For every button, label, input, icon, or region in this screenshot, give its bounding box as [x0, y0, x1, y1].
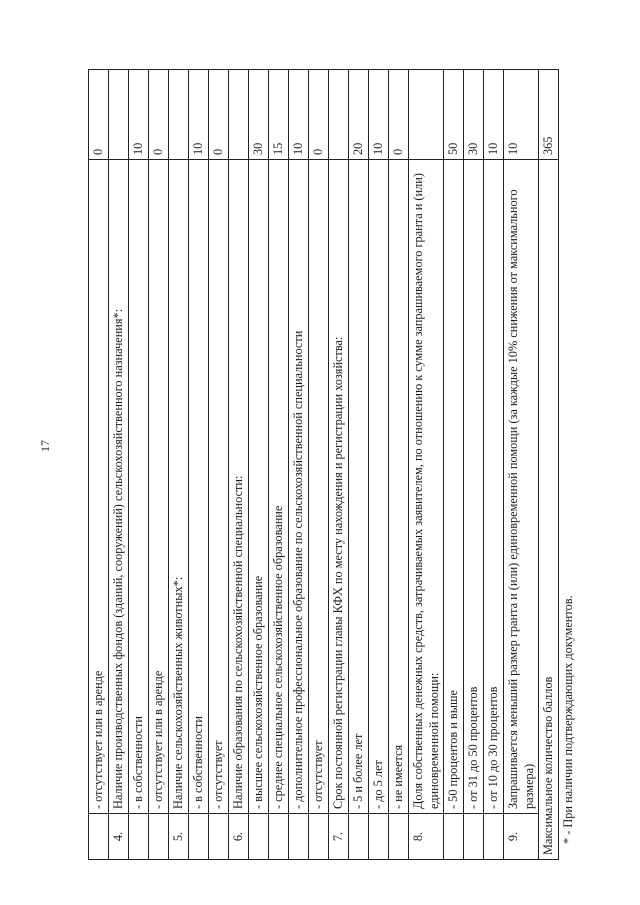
row-score: [329, 70, 349, 160]
row-criterion: - отсутствует: [209, 160, 229, 814]
table-row: [484, 70, 504, 860]
row-score: 10: [189, 70, 209, 160]
row-criterion: - до 5 лет: [369, 160, 389, 814]
row-number: [444, 814, 464, 860]
scoring-table: [88, 69, 559, 860]
row-criterion: Срок постоянной регистрации главы КФХ по месту нахождения и регистрации хозяйства:: [329, 160, 349, 814]
row-score: 20: [349, 70, 369, 160]
table-row: [444, 70, 464, 860]
row-score: 10: [289, 70, 309, 160]
total-score: 365: [539, 70, 559, 160]
table-row: [369, 70, 389, 860]
table-row: [349, 70, 369, 860]
row-score: 50: [444, 70, 464, 160]
row-number: [484, 814, 504, 860]
table-row: [249, 70, 269, 860]
row-criterion: - от 10 до 30 процентов: [484, 160, 504, 814]
row-score: 10: [369, 70, 389, 160]
table-row: [149, 70, 169, 860]
row-criterion: Доля собственных денежных средств, затрачиваемых заявителем, по отношению к сумме запрашиваемого гранта и (или) единовременной помощи:: [409, 160, 444, 814]
row-number: 8.: [409, 814, 444, 860]
row-criterion: - 5 и более лет: [349, 160, 369, 814]
row-score: [409, 70, 444, 160]
scoring-table-container: [88, 70, 608, 860]
row-number: [309, 814, 329, 860]
row-score: 15: [269, 70, 289, 160]
row-number: 4.: [109, 814, 129, 860]
row-criterion: - отсутствует или в аренде: [89, 160, 109, 814]
table-row: [289, 70, 309, 860]
row-number: [129, 814, 149, 860]
table-row: [269, 70, 289, 860]
row-number: [269, 814, 289, 860]
row-number: [464, 814, 484, 860]
row-criterion: - отсутствует или в аренде: [149, 160, 169, 814]
total-row: [539, 70, 559, 860]
table-row: [109, 70, 129, 860]
row-score: 0: [389, 70, 409, 160]
row-number: 9.: [504, 814, 539, 860]
row-number: 7.: [329, 814, 349, 860]
row-number: 5.: [169, 814, 189, 860]
row-score: 10: [129, 70, 149, 160]
row-number: [389, 814, 409, 860]
row-number: [369, 814, 389, 860]
row-criterion: Наличие образования по сельскохозяйственной специальности:: [229, 160, 249, 814]
table-row: [129, 70, 149, 860]
page-number: 17: [38, 440, 52, 452]
row-criterion: - отсутствует: [309, 160, 329, 814]
row-criterion: - 50 процентов и выше: [444, 160, 464, 814]
row-criterion: - от 31 до 50 процентов: [464, 160, 484, 814]
row-score: 0: [309, 70, 329, 160]
scoring-table-body: [89, 70, 559, 860]
row-number: [349, 814, 369, 860]
row-number: [89, 814, 109, 860]
table-row: [504, 70, 539, 860]
row-score: [229, 70, 249, 160]
row-criterion: Наличие сельскохозяйственных животных*:: [169, 160, 189, 814]
total-label: Максимальное количество баллов: [539, 160, 559, 860]
row-number: [249, 814, 269, 860]
table-row: [169, 70, 189, 860]
row-score: [109, 70, 129, 160]
footnote: * - При наличии подтверждающих документов.: [561, 595, 575, 844]
row-score: 10: [484, 70, 504, 160]
row-score: [169, 70, 189, 160]
row-criterion: - не имеется: [389, 160, 409, 814]
table-row: [89, 70, 109, 860]
table-row: [329, 70, 349, 860]
row-number: [209, 814, 229, 860]
row-number: [289, 814, 309, 860]
row-criterion: - в собственности: [129, 160, 149, 814]
table-row: [189, 70, 209, 860]
row-criterion: - среднее специальное сельскохозяйственное образование: [269, 160, 289, 814]
table-row: [464, 70, 484, 860]
row-score: 30: [249, 70, 269, 160]
row-number: 6.: [229, 814, 249, 860]
row-number: [149, 814, 169, 860]
table-row: [209, 70, 229, 860]
table-row: [229, 70, 249, 860]
table-row: [389, 70, 409, 860]
row-score: 0: [89, 70, 109, 160]
table-row: [409, 70, 444, 860]
row-score: 30: [464, 70, 484, 160]
row-criterion: Наличие производственных фондов (зданий, сооружений) сельскохозяйственного назначения*:: [109, 160, 129, 814]
table-row: [309, 70, 329, 860]
row-criterion: Запрашивается меньший размер гранта и (или) единовременной помощи (за каждые 10% снижения от максимального размера): [504, 160, 539, 814]
row-score: 0: [209, 70, 229, 160]
row-criterion: - высшее сельскохозяйственное образование: [249, 160, 269, 814]
row-criterion: - дополнительное профессиональное образование по сельскохозяйственной специальности: [289, 160, 309, 814]
row-number: [189, 814, 209, 860]
row-criterion: - в собственности: [189, 160, 209, 814]
row-score: 10: [504, 70, 539, 160]
row-score: 0: [149, 70, 169, 160]
